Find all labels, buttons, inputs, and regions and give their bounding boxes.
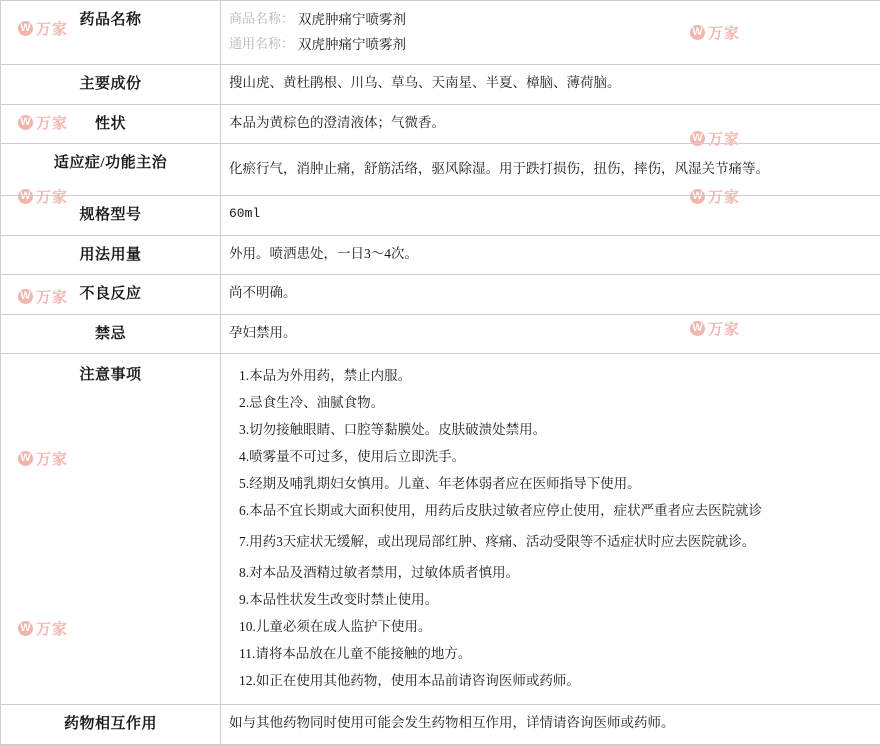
watermark-badge-icon: W (18, 21, 33, 36)
list-item: 12.如正在使用其他药物，使用本品前请咨询医师或药师。 (239, 667, 870, 694)
keyvalue-pair (229, 8, 870, 32)
row-label: 药品名称 (1, 1, 221, 65)
list-item: 1.本品为外用药，禁止内服。 (239, 362, 870, 389)
watermark-badge-icon: W (18, 115, 33, 130)
table-row (1, 705, 880, 745)
row-value (221, 235, 880, 275)
table-row (1, 235, 880, 275)
row-value (221, 196, 880, 236)
watermark-badge-icon: W (18, 451, 33, 466)
watermark-badge-icon: W (690, 321, 705, 336)
row-label: 注意事项 (1, 354, 221, 705)
watermark-text: 万家 (708, 186, 740, 207)
value-line: 化瘀行气，消肿止痛，舒筋活络，驱风除湿。用于跌打损伤，扭伤，摔伤，风湿关节痛等。 (229, 158, 870, 181)
row-value (221, 314, 880, 354)
table-row (1, 354, 880, 705)
row-label: 性状 (1, 104, 221, 144)
row-label: 不良反应 (1, 275, 221, 315)
row-value (221, 144, 880, 196)
row-value (221, 705, 880, 745)
watermark-badge-icon: W (18, 621, 33, 636)
table-row (1, 314, 880, 354)
row-label: 禁忌 (1, 314, 221, 354)
row-value (221, 275, 880, 315)
row-value (221, 104, 880, 144)
value-line: 尚不明确。 (229, 282, 870, 305)
list-item: 6.本品不宜长期或大面积使用，用药后皮肤过敏者应停止使用，症状严重者应去医院就诊 (239, 497, 870, 524)
table-row (1, 104, 880, 144)
list-item: 4.喷雾量不可过多，使用后立即洗手。 (239, 443, 870, 470)
watermark-text: 万家 (708, 128, 740, 149)
table-row (1, 1, 880, 65)
table-row (1, 196, 880, 236)
watermark-badge-icon: W (18, 289, 33, 304)
value-line: 搜山虎、黄杜鹃根、川乌、草乌、天南星、半夏、樟脑、薄荷脑。 (229, 72, 870, 95)
watermark-text: 万家 (36, 286, 68, 307)
watermark-text: 万家 (708, 22, 740, 43)
pair-value: 双虎肿痛宁喷雾剂 (298, 8, 406, 32)
table-row (1, 275, 880, 315)
list-item: 2.忌食生冷、油腻食物。 (239, 389, 870, 416)
row-label: 适应症/功能主治 (1, 144, 221, 196)
pair-key: 通用名称： (229, 33, 294, 56)
list-item: 11.请将本品放在儿童不能接触的地方。 (239, 640, 870, 667)
keyvalue-pair (229, 33, 870, 57)
watermark-badge-icon: W (18, 189, 33, 204)
pair-key: 商品名称： (229, 8, 294, 31)
watermark-text: 万家 (36, 18, 68, 39)
list-item: 8.对本品及酒精过敏者禁用，过敏体质者慎用。 (239, 559, 870, 586)
value-line: 如与其他药物同时使用可能会发生药物相互作用，详情请咨询医师或药师。 (229, 712, 870, 735)
row-value (221, 1, 880, 65)
pair-value: 双虎肿痛宁喷雾剂 (298, 33, 406, 57)
row-label: 用法用量 (1, 235, 221, 275)
watermark-text: 万家 (36, 186, 68, 207)
row-value (221, 65, 880, 105)
list-item: 9.本品性状发生改变时禁止使用。 (239, 586, 870, 613)
watermark-badge-icon: W (690, 189, 705, 204)
watermark-text: 万家 (36, 618, 68, 639)
watermark-text: 万家 (36, 112, 68, 133)
watermark-text: 万家 (708, 318, 740, 339)
row-label: 规格型号 (1, 196, 221, 236)
watermark-badge-icon: W (690, 131, 705, 146)
table-row (1, 144, 880, 196)
watermark-badge-icon: W (690, 25, 705, 40)
list-item: 5.经期及哺乳期妇女慎用。儿童、年老体弱者应在医师指导下使用。 (239, 470, 870, 497)
watermark-text: 万家 (36, 448, 68, 469)
notes-list (239, 362, 870, 694)
value-line: 外用。喷洒患处，一日3～4次。 (229, 243, 870, 266)
row-label: 药物相互作用 (1, 705, 221, 745)
value-line: 本品为黄棕色的澄清液体；气微香。 (229, 112, 870, 135)
table-row (1, 65, 880, 105)
row-label: 主要成份 (1, 65, 221, 105)
value-line: 孕妇禁用。 (229, 322, 870, 345)
row-value (221, 354, 880, 705)
list-item: 7.用药3天症状无缓解，或出现局部红肿、疼痛、活动受限等不适症状时应去医院就诊。 (239, 524, 870, 559)
list-item: 10.儿童必须在成人监护下使用。 (239, 613, 870, 640)
value-line: 60ml (229, 203, 870, 226)
list-item: 3.切勿接触眼睛、口腔等黏膜处。皮肤破溃处禁用。 (239, 416, 870, 443)
